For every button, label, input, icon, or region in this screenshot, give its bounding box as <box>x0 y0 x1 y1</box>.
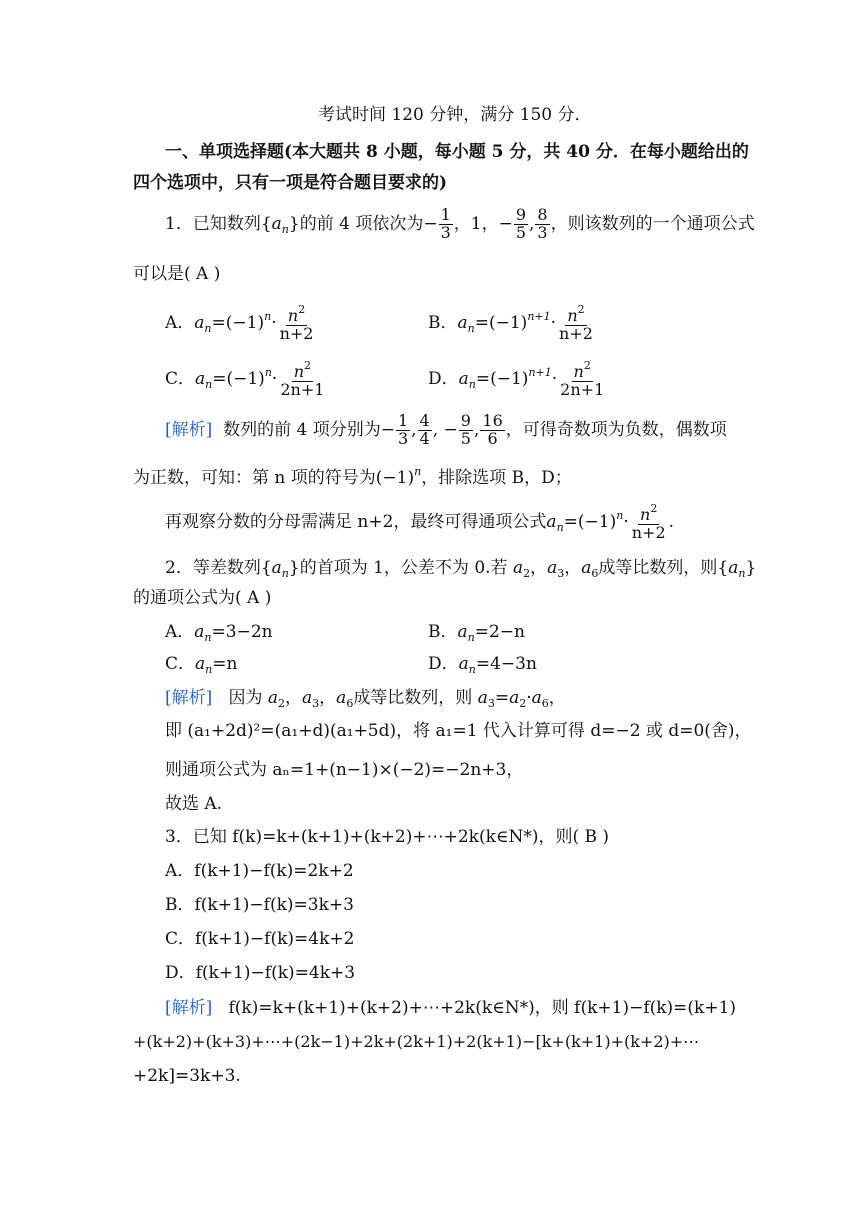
q2-option-b: B．$a_n=2-n$ <box>428 622 525 644</box>
exam-info: 考试时间 120 分钟，满分 150 分． <box>318 105 592 125</box>
q2-analysis-line2: 即 (a₁+2d)²=(a₁+d)(a₁+5d)，将 a₁=1 代入计算可得 d=−2 或 d=0(舍)， <box>165 721 752 741</box>
q3-analysis-line2: +(k+2)+(k+3)+⋯+(2k−1)+2k+(2k+1)+2(k+1)−[k+(k+1)+(k+2)+⋯ <box>133 1032 700 1051</box>
q3-stem: 3．已知 f(k)=k+(k+1)+(k+2)+⋯+2k(k∈N*)，则( B ) <box>165 827 610 847</box>
q1-option-c: C．$a_n=(-1)^n\cdot$ $\frac{n^2}{2n+1}$ <box>165 359 325 399</box>
q2-stem-line2: 的通项公式为( A ) <box>133 588 272 608</box>
q3-option-b: B．f(k+1)−f(k)=3k+3 <box>165 895 354 915</box>
q1-option-a: A．$a_n=(-1)^n\cdot$ $\frac{n^2}{n+2}$ <box>165 303 314 343</box>
q1-stem-line1: 1．已知数列$\{a_n\}$的前 4 项依次为− $\frac{1}{3}$ ，1，− $\frac{9}{5}$ , $\frac{8}{3}$ ，则该数列的一个通项公式 <box>165 205 755 242</box>
q1-analysis-line1: [解析] 数列的前 4 项分别为− $\frac{1}{3}$ , $\frac{4}{4}$ , − $\frac{9}{5}$ , $\frac{16}{6}$ ，可得奇数项为负数，偶数项 <box>165 411 727 448</box>
q3-analysis-line1: [解析] f(k)=k+(k+1)+(k+2)+⋯+2k(k∈N*)，则 f(k+1)−f(k)=(k+1) <box>165 998 737 1018</box>
q2-analysis-line3: 则通项公式为 aₙ=1+(n−1)×(−2)=−2n+3， <box>165 760 524 780</box>
q2-stem-line1: 2．等差数列$\{a_n\}$的首项为 1，公差不为 0.若 $a_2$，$a_3$，$a_6$成等比数列，则$\{a_n\}$ <box>165 558 757 580</box>
q3-option-a: A．f(k+1)−f(k)=2k+2 <box>165 861 354 881</box>
analysis-tag: [解析] <box>165 688 213 708</box>
analysis-tag: [解析] <box>165 419 213 440</box>
analysis-tag: [解析] <box>165 998 213 1018</box>
q1-option-d: D．$a_n=(-1)^{n+1}\cdot$ $\frac{n^2}{2n+1}$ <box>428 359 605 399</box>
q1-stem-line2: 可以是( A ) <box>133 264 221 284</box>
section-heading-line2: 四个选项中，只有一项是符合题目要求的) <box>133 173 448 193</box>
q1-analysis-line2: 为正数，可知：第 n 项的符号为$(-1)^n$，排除选项 B，D； <box>133 465 572 488</box>
q3-analysis-line3: +2k]=3k+3. <box>133 1066 241 1086</box>
q3-option-c: C．f(k+1)−f(k)=4k+2 <box>165 929 355 949</box>
q1-analysis-line3: 再观察分数的分母需满足 n+2，最终可得通项公式$a_n=(-1)^n\cdot$ $\frac{n^2}{n+2}$ . <box>165 502 675 542</box>
q1-fraction-1: $\frac{1}{3}$ <box>440 205 451 242</box>
q2-analysis-line1: [解析] 因为 $a_2$，$a_3$，$a_6$成等比数列，则 $a_3=a_2\cdot a_6$， <box>165 688 566 710</box>
section-heading-line1: 一、单项选择题(本大题共 8 小题，每小题 5 分，共 40 分．在每小题给出的 <box>165 142 749 162</box>
q3-option-d: D．f(k+1)−f(k)=4k+3 <box>165 963 356 983</box>
q2-option-d: D．$a_n=4-3n$ <box>428 654 537 676</box>
q1-option-b: B．$a_n=(-1)^{n+1}\cdot$ $\frac{n^2}{n+2}$ <box>428 303 593 343</box>
q2-option-c: C．$a_n=n$ <box>165 654 238 676</box>
q2-option-a: A．$a_n=3-2n$ <box>165 622 273 644</box>
q2-analysis-line4: 故选 A. <box>165 794 223 814</box>
q1-fraction-3: $\frac{8}{3}$ <box>537 205 548 242</box>
q1-fraction-2: $\frac{9}{5}$ <box>515 205 527 242</box>
